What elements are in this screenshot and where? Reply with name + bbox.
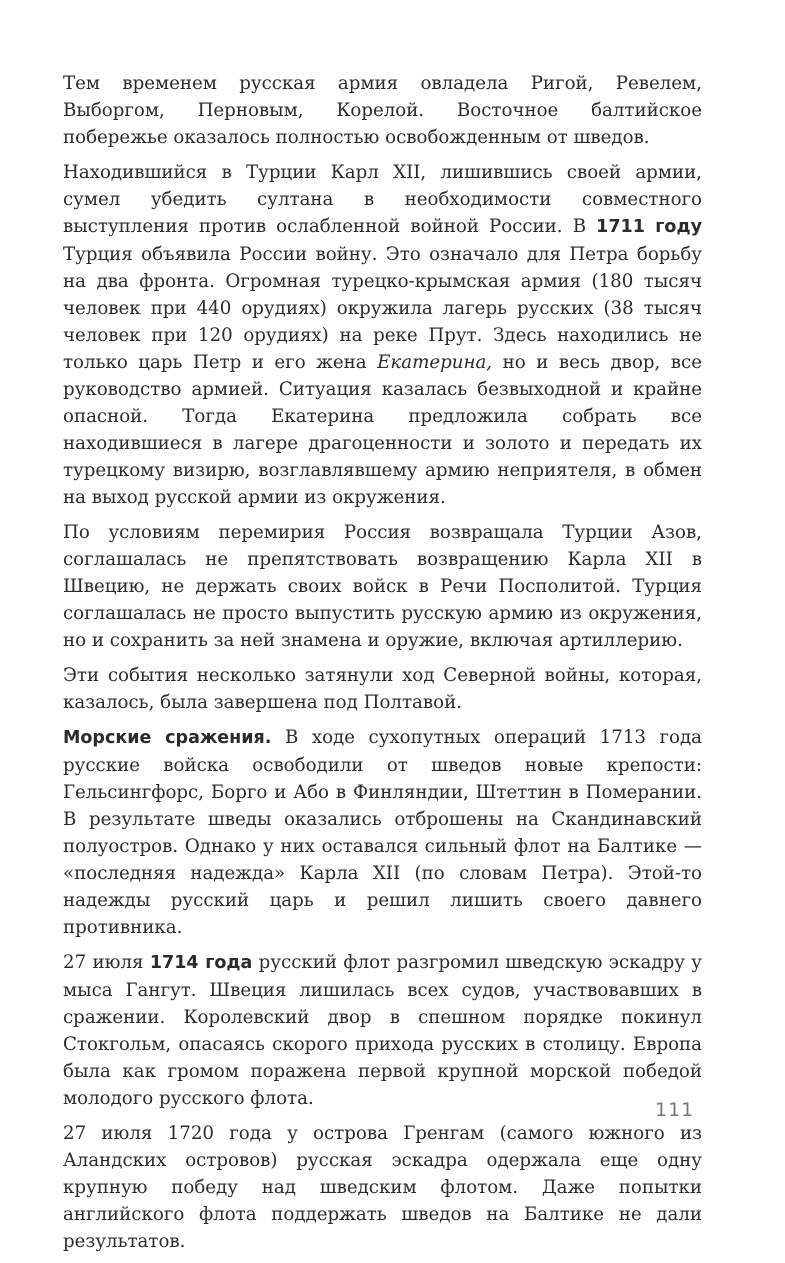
paragraph-3 bbox=[63, 519, 702, 654]
paragraph-4-text: Эти события несколько затянули ход Северной войны, которая, казалось, была завершена под Полтавой. bbox=[63, 665, 702, 713]
paragraph-5 bbox=[63, 724, 702, 941]
paragraph-6-text-a: 27 июля bbox=[63, 952, 150, 973]
year-1711: 1711 году bbox=[596, 217, 703, 237]
paragraph-2 bbox=[63, 159, 702, 511]
paragraph-4 bbox=[63, 662, 702, 716]
year-1714: 1714 года bbox=[149, 953, 253, 973]
page-number: 111 bbox=[655, 1099, 695, 1121]
section-heading-naval-battles: Морские сражения. bbox=[63, 728, 272, 748]
paragraph-2-text-b: Турция объявила России войну. Это означало для Петра борьбу на два фронта. Огромная турецко-крымская армия (180 тысяч человек при 440 орудиях) окружила лагерь русских (38 тысяч человек при 120 орудиях) на реке Прут. Здесь находились не только царь Петр и его жена bbox=[63, 244, 702, 373]
paragraph-3-text: По условиям перемирия Россия возвращала Турции Азов, соглашалась не препятствовать возвращению Карла XII в Швецию, не держать своих войск в Речи Посполитой. Турция соглашалась не просто выпустить русскую армию из окружения, но и сохранить за ней знамена и оружие, включая артиллерию. bbox=[63, 522, 702, 651]
paragraph-6 bbox=[63, 949, 702, 1112]
paragraph-1-text: Тем временем русская армия овладела Ригой, Ревелем, Выборгом, Перновым, Корелой. Восточное балтийское побережье оказалось полностью освобожденным от шведов. bbox=[63, 73, 702, 148]
paragraph-7 bbox=[63, 1120, 702, 1255]
paragraph-1 bbox=[63, 70, 702, 151]
paragraph-2-text-a: Находившийся в Турции Карл XII, лишившись своей армии, сумел убедить султана в необходимости совместного выступления против ослабленной войной России. В bbox=[63, 162, 702, 237]
paragraph-6-text-b: русский флот разгромил шведскую эскадру у мыса Гангут. Швеция лишилась всех судов, участвовавших в сражении. Королевский двор в спешном порядке покинул Стокгольм, опасаясь скорого прихода русских в столицу. Европа была как громом поражена первой крупной морской победой молодого русского флота. bbox=[63, 952, 702, 1109]
page-body bbox=[63, 70, 702, 1263]
paragraph-5-text: В ходе сухопутных операций 1713 года русские войска освободили от шведов новые крепости: Гельсингфорс, Борго и Або в Финляндии, Штеттин в Померании. В результате шведы оказались отброшены на Скандинавский полуостров. Однако у них оставался сильный флот на Балтике — «последняя надежда» Карла XII (по словам Петра). Этой-то надежды русский царь и решил лишить своего давнего противника. bbox=[63, 727, 703, 938]
name-ekaterina: Екатерина, bbox=[377, 352, 493, 373]
paragraph-2-text-c: но и весь двор, все руководство армией. Ситуация казалась безвыходной и крайне опасной. Тогда Екатерина предложила собрать все находившиеся в лагере драгоценности и золото и передать их турецкому визирю, возглавлявшему армию неприятеля, в обмен на выход русской армии из окружения. bbox=[63, 352, 702, 508]
paragraph-7-text: 27 июля 1720 года у острова Гренгам (самого южного из Аландских островов) русская эскадра одержала еще одну крупную победу над шведским флотом. Даже попытки английского флота поддержать шведов на Балтике не дали результатов. bbox=[63, 1123, 702, 1252]
